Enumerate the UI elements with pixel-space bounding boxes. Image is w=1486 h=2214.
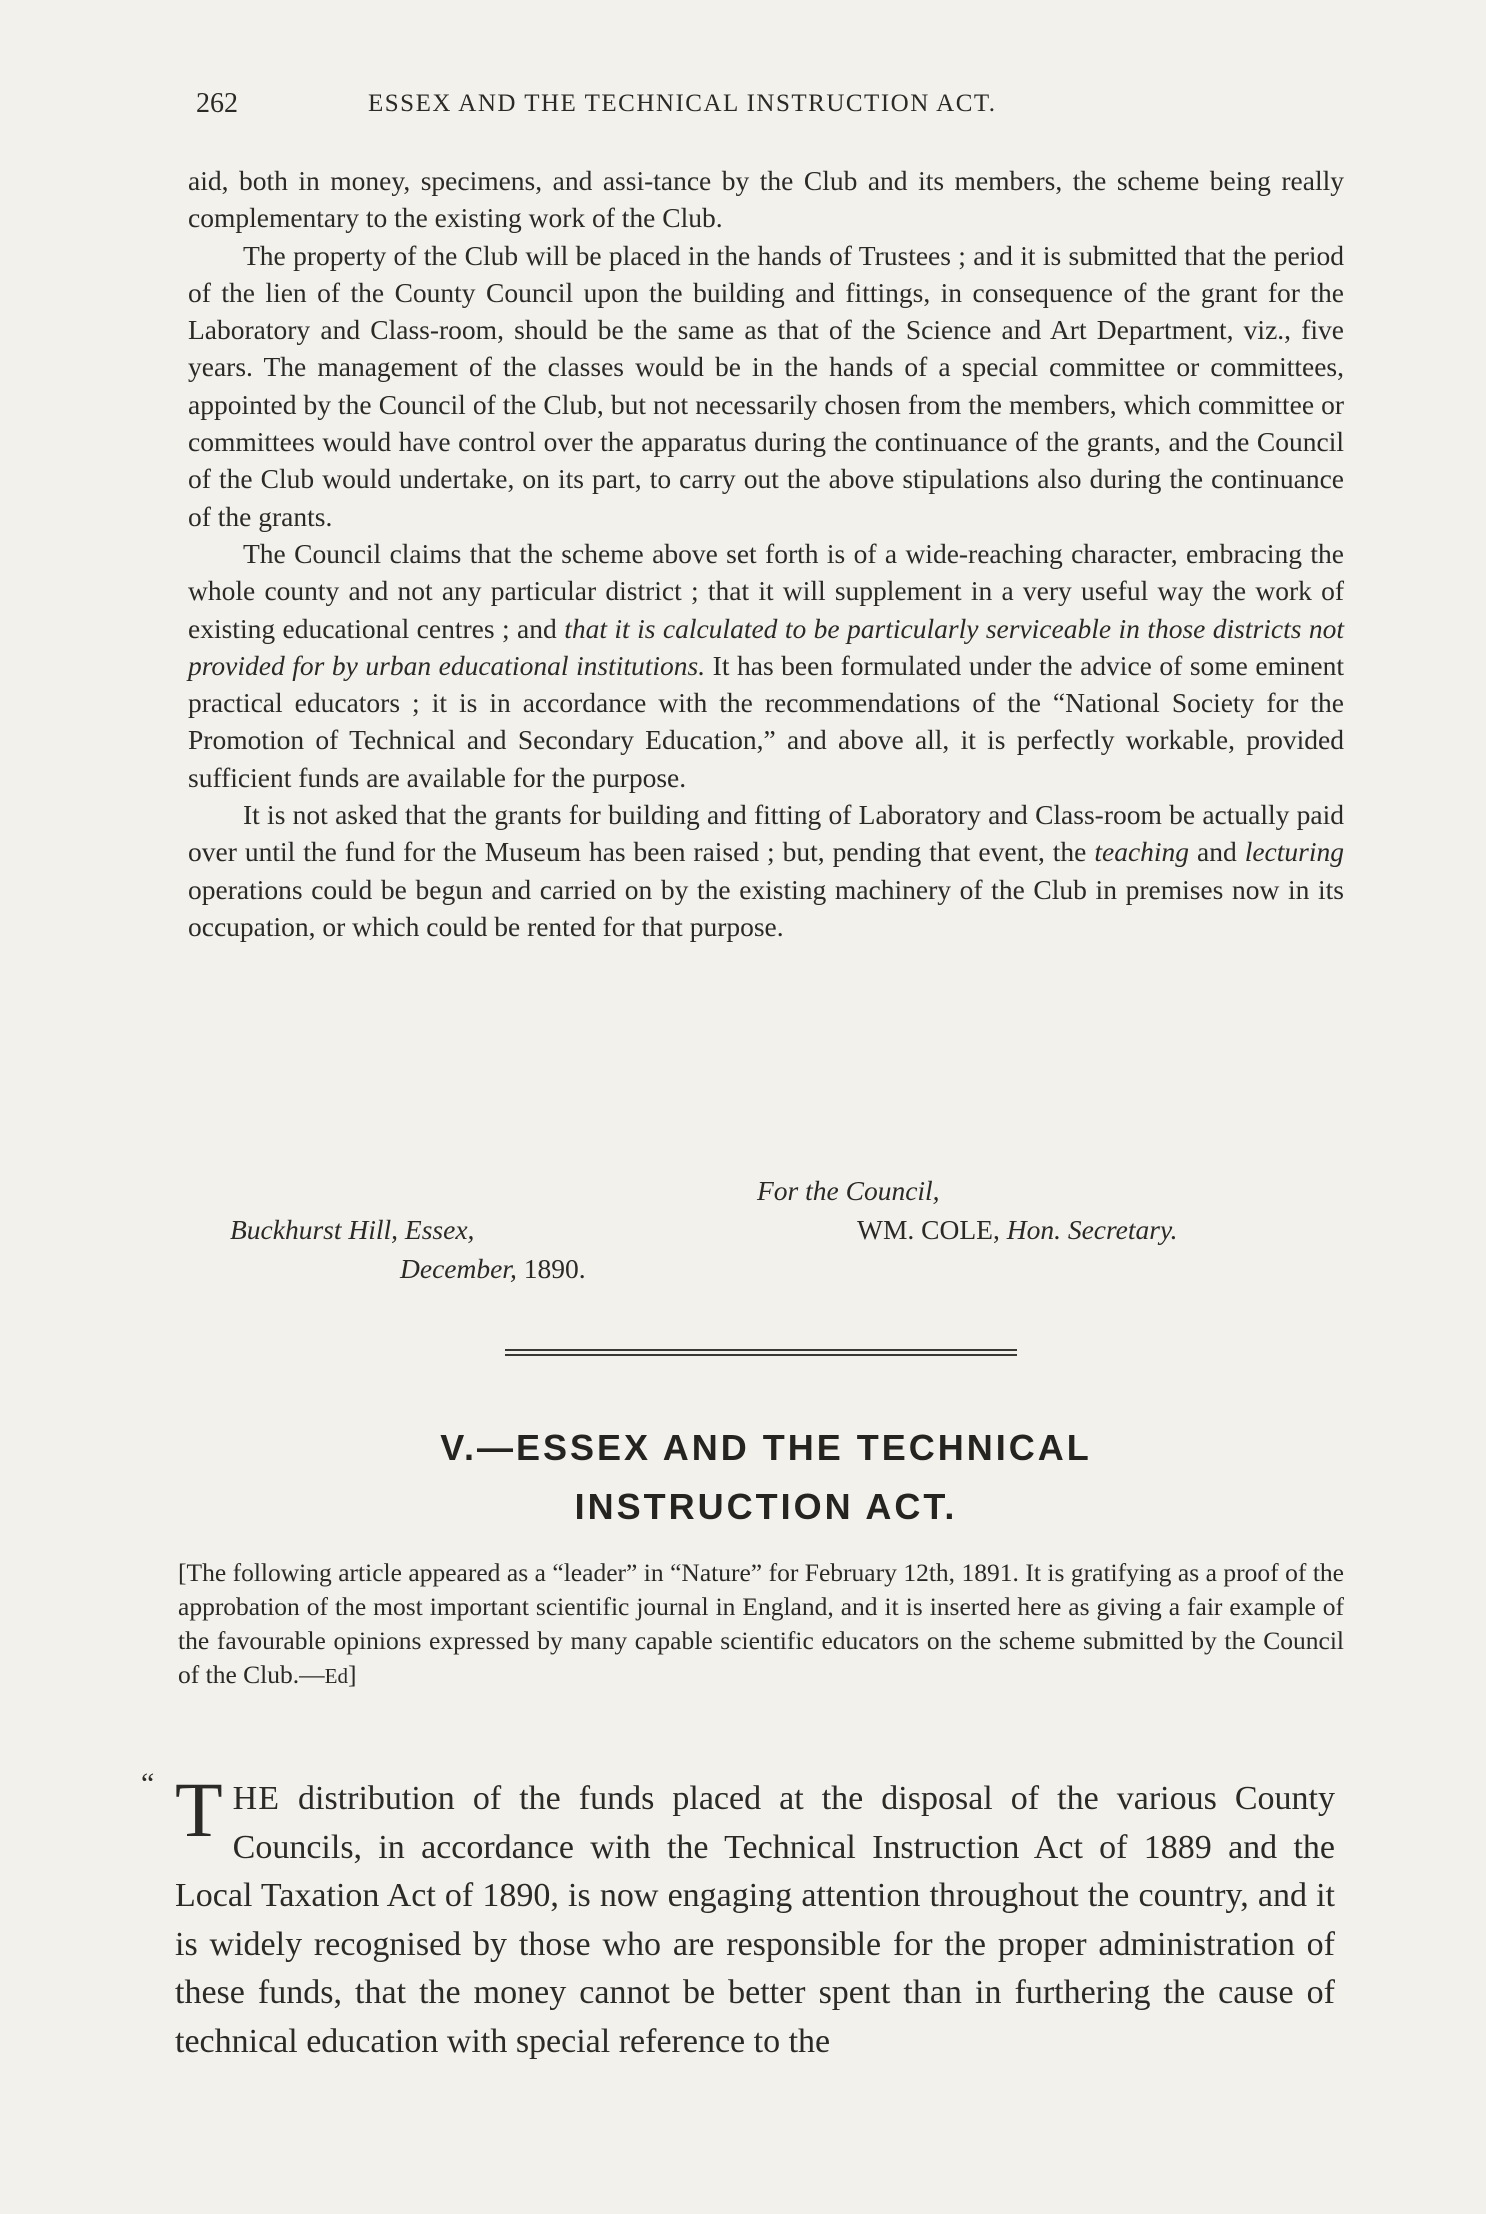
lecturing-italic: lecturing — [1244, 836, 1344, 868]
article-text: distribution of the funds placed at the disposal of the various County Councils, in accordance with the Technical Instruction Act of 1889 and the Local Taxation Act of 1890, is now engaging attention throughout the country, and it is widely recognised by those who are responsible for the proper administration of these funds, that the money cannot be better spent than in furthering the cause of technical education with special reference to the — [175, 1780, 1335, 2060]
editor-note-close: ] — [347, 1660, 357, 1689]
paragraph-3 — [188, 535, 1344, 796]
paragraph-2: The property of the Club will be placed in the hands of Trustees ; and it is submitted that the period of the lien of the County Council upon the building and fittings, in consequence of the grant for the Laboratory and Class-room, should be the same as that of the Science and Art Department, viz., five years. The management of the classes would be in the hands of a special committee or committees, appointed by the Council of the Club, but not necessarily chosen from the members, which committee or committees would have control over the apparatus during the continuance of the grants, and the Council of the Club would undertake, on its part, to carry out the above stipulations also during the continuance of the grants. — [188, 239, 1344, 532]
paragraph-3-italic: that it is calculated to be particularly serviceable in those districts not provided for by urban educational institutions. — [188, 612, 1344, 681]
signature-year: 1890. — [523, 1253, 586, 1284]
paragraph-4-text: It is not asked that the grants for building and fitting of Laboratory and Class-room be actually paid over until the fund for the Museum has been raised ; but, pending that event, the — [188, 799, 1344, 868]
opening-quote: “ — [141, 1767, 155, 1800]
editor-note-text: [The following article appeared as a “leader” in “Nature” for February 12th, 1891. It is gratifying as a proof of the approbation of the most important scientific journal in England, and it is inserted here as giving a fair example of the favourable opinions expressed by many capable scientific educators on the scheme submitted by the Council of the Club.— — [178, 1558, 1344, 1689]
paragraph-1: aid, both in money, specimens, and assi-tance by the Club and its members, the scheme being really complementary to the existing work of the Club. — [188, 165, 1344, 234]
paragraph-4-text-end: operations could be begun and carried on by the existing machinery of the Club in premises now in its occupation, or which could be rented for that purpose. — [188, 873, 1344, 942]
signature-month: December, — [400, 1253, 517, 1284]
section-divider — [505, 1349, 1017, 1358]
editor-abbrev: Ed — [324, 1664, 348, 1688]
article-opening — [141, 1766, 1335, 2066]
editor-note — [178, 1556, 1344, 1693]
for-the-council: For the Council, — [757, 1175, 940, 1206]
page-number: 262 — [196, 88, 238, 119]
section-heading-line-1: V.—ESSEX AND THE TECHNICAL — [440, 1427, 1092, 1468]
council-statement — [188, 162, 1344, 945]
signature-role: Hon. Secretary. — [1006, 1214, 1178, 1245]
signature-name-block — [857, 1214, 1178, 1246]
article-caps: HE — [232, 1780, 280, 1817]
signature-date — [400, 1253, 586, 1285]
section-heading-line-2: INSTRUCTION ACT. — [574, 1486, 958, 1527]
teaching-italic: teaching — [1094, 836, 1190, 868]
paragraph-3-text-end: It has been formulated under the advice of some eminent practical educators ; it is in accordance with the recommendations of the “National Society for the Promotion of Technical and Secondary Education,” and above all, it is perfectly workable, provided sufficient funds are available for the purpose. — [188, 649, 1345, 793]
paragraph-4 — [188, 796, 1344, 945]
signature-place: Buckhurst Hill, Essex, — [230, 1214, 475, 1245]
drop-cap — [141, 1766, 223, 1853]
running-title: ESSEX AND THE TECHNICAL INSTRUCTION ACT. — [368, 90, 997, 117]
drop-cap-letter: T — [175, 1766, 223, 1853]
paragraph-4-and: and — [1189, 836, 1245, 868]
signature-name: WM. COLE, — [857, 1214, 1000, 1245]
paragraph-3-text: The Council claims that the scheme above set forth is of a wide-reaching character, embracing the whole county and not any particular district ; that it will supplement in a very useful way the work of existing educational centres ; and — [188, 537, 1344, 644]
